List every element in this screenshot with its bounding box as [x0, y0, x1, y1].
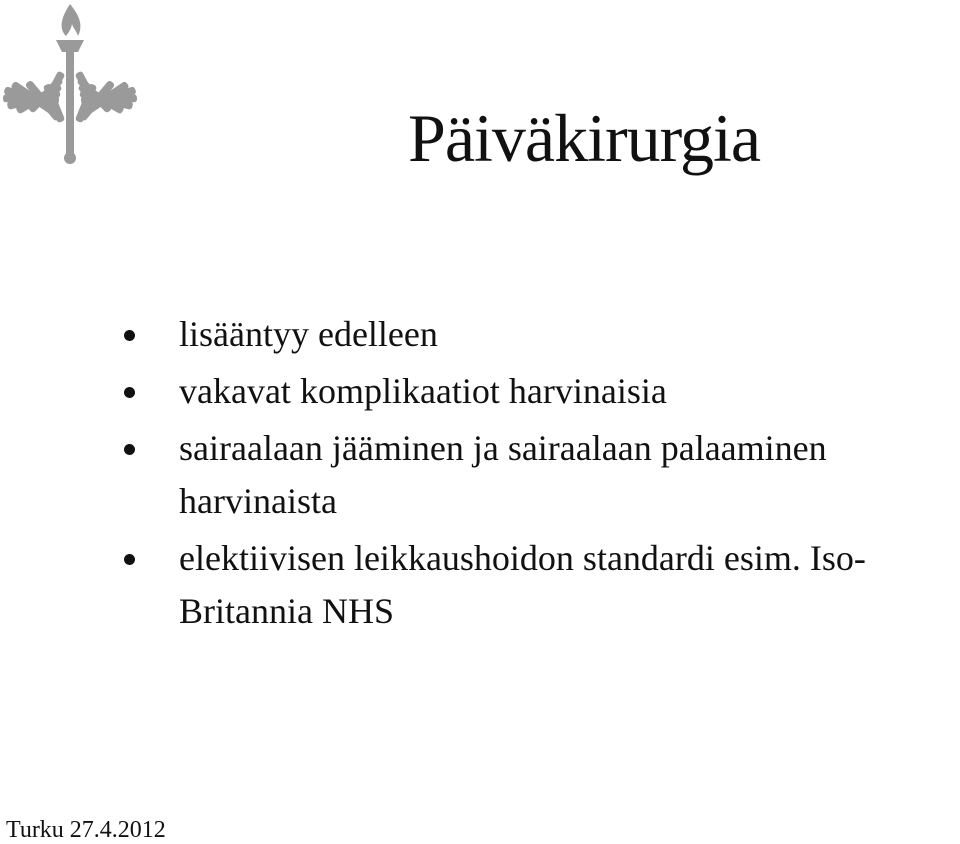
- slide-title: Päiväkirurgia: [408, 100, 761, 176]
- bullet-text: lisääntyy edelleen: [179, 314, 438, 354]
- bullet-item: [120, 422, 956, 528]
- bullet-item: [120, 365, 956, 418]
- bullet-text: sairaalaan jääminen ja sairaalaan palaaminen harvinaista: [179, 428, 827, 521]
- bullet-dot: [124, 554, 135, 565]
- bullet-item: [120, 532, 956, 638]
- bullet-text: vakavat komplikaatiot harvinaisia: [179, 371, 667, 411]
- bullet-item: [120, 308, 956, 361]
- torch-wings-logo-icon: [0, 0, 140, 170]
- footer-date: Turku 27.4.2012: [6, 817, 166, 843]
- bullet-dot: [124, 330, 135, 341]
- bullet-text: elektiivisen leikkaushoidon standardi esim. Iso-Britannia NHS: [179, 538, 866, 631]
- bullet-dot: [124, 387, 135, 398]
- bullet-list: [120, 308, 956, 642]
- bullet-dot: [124, 444, 135, 455]
